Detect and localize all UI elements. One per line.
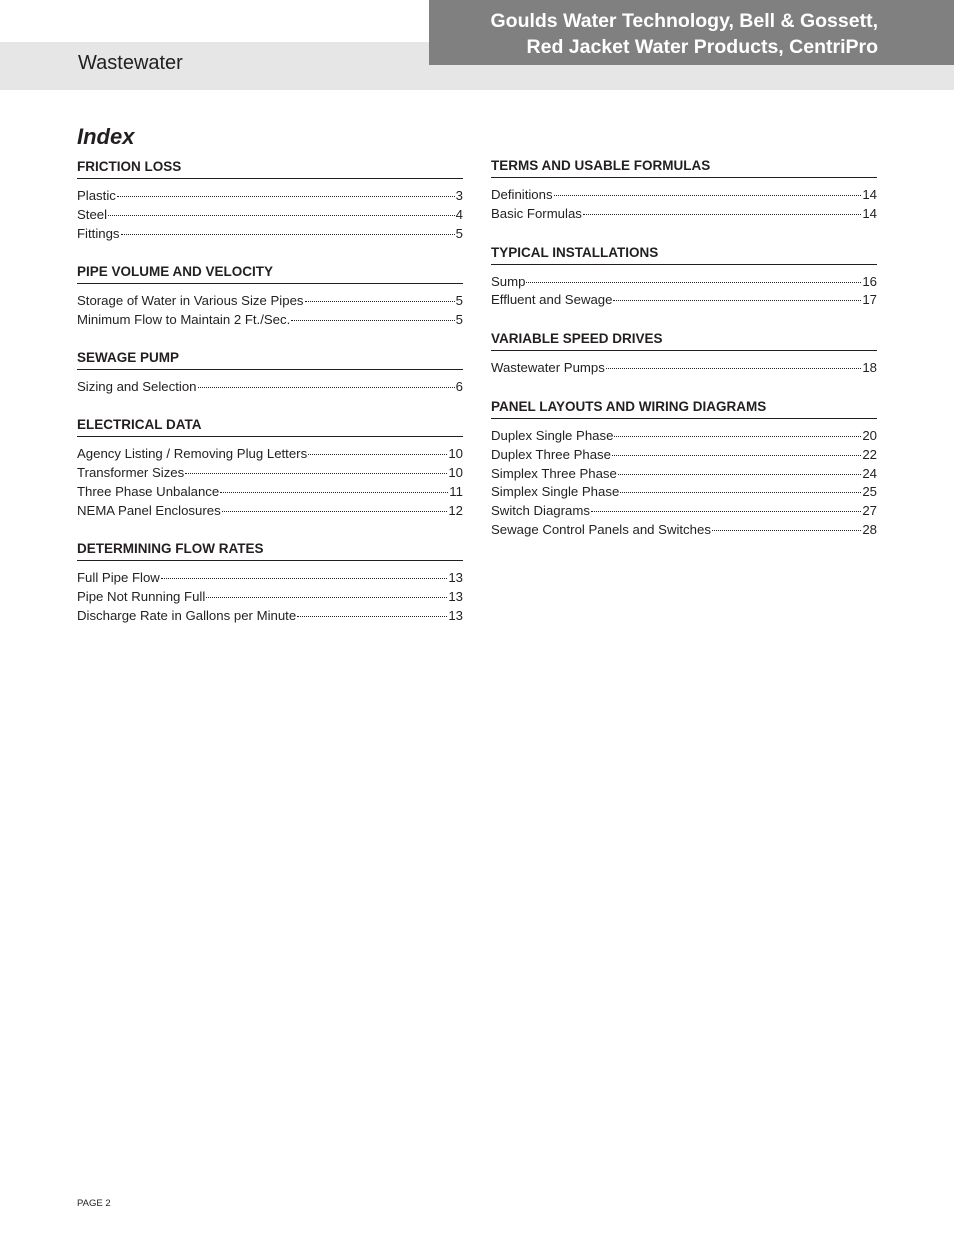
index-entry[interactable] — [491, 483, 877, 502]
index-entry-label: Switch Diagrams — [491, 503, 590, 519]
index-entry[interactable] — [77, 502, 463, 521]
dot-leader — [108, 215, 455, 216]
index-entry-page: 5 — [455, 292, 463, 308]
index-group — [77, 158, 463, 243]
dot-leader — [220, 492, 448, 493]
dot-leader — [618, 474, 861, 475]
index-entry-label: Effluent and Sewage — [491, 292, 613, 308]
index-entry[interactable] — [491, 427, 877, 446]
dot-leader — [297, 616, 447, 617]
index-entry[interactable] — [491, 359, 877, 378]
dot-leader — [591, 511, 861, 512]
index-entry-page: 25 — [862, 484, 877, 500]
index-entry-label: Sump — [491, 273, 526, 289]
index-entry[interactable] — [491, 291, 877, 310]
index-entry-page: 3 — [455, 188, 463, 203]
index-group — [77, 263, 463, 330]
index-entry[interactable] — [77, 445, 463, 464]
index-entry[interactable] — [77, 187, 463, 206]
index-entry-page: 16 — [862, 273, 877, 289]
index-group — [77, 416, 463, 520]
dot-leader — [526, 282, 861, 283]
index-entry-label: Pipe Not Running Full — [77, 588, 206, 604]
index-entry[interactable] — [491, 521, 877, 540]
dot-leader — [712, 530, 861, 531]
index-group — [491, 330, 877, 378]
index-group-heading: VARIABLE SPEED DRIVES — [491, 330, 877, 351]
index-group-heading: FRICTION LOSS — [77, 158, 463, 179]
index-group-heading: PIPE VOLUME AND VELOCITY — [77, 263, 463, 284]
index-entry-label: Minimum Flow to Maintain 2 Ft./Sec. — [77, 311, 291, 327]
dot-leader — [291, 320, 454, 321]
index-entry-label: Basic Formulas — [491, 205, 582, 221]
index-entry-label: Transformer Sizes — [77, 465, 185, 481]
index-entry-page: 12 — [448, 502, 463, 518]
dot-leader — [620, 492, 861, 493]
index-group-heading: PANEL LAYOUTS AND WIRING DIAGRAMS — [491, 398, 877, 419]
index-entry-page: 28 — [862, 521, 877, 537]
index-entry-page: 18 — [862, 360, 877, 376]
index-entry-label: NEMA Panel Enclosures — [77, 502, 221, 518]
dot-leader — [185, 473, 447, 474]
index-entry-page: 6 — [455, 378, 463, 394]
index-entry-label: Duplex Single Phase — [491, 427, 614, 443]
dot-leader — [305, 301, 455, 302]
index-group — [491, 398, 877, 540]
index-entry[interactable] — [77, 464, 463, 483]
dot-leader — [222, 511, 448, 512]
index-entry[interactable] — [77, 225, 463, 244]
dot-leader — [121, 234, 455, 235]
index-entry-page: 17 — [862, 292, 877, 308]
dot-leader — [554, 195, 862, 196]
dot-leader — [198, 387, 455, 388]
index-entry-page: 20 — [862, 427, 877, 443]
index-entry-page: 24 — [862, 465, 877, 481]
index-entry[interactable] — [491, 446, 877, 465]
index-entry[interactable] — [77, 311, 463, 330]
index-entry-page: 10 — [448, 465, 463, 481]
dot-leader — [613, 300, 861, 301]
index-group-heading: TYPICAL INSTALLATIONS — [491, 244, 877, 265]
index-column-left — [77, 158, 463, 645]
index-entry-label: Wastewater Pumps — [491, 360, 605, 376]
dot-leader — [583, 214, 861, 215]
index-entry-page: 13 — [448, 569, 463, 585]
index-group — [77, 349, 463, 397]
index-group-heading: DETERMINING FLOW RATES — [77, 540, 463, 561]
index-entry-page: 4 — [455, 206, 463, 222]
index-entry-page: 13 — [448, 588, 463, 604]
index-entry-label: Definitions — [491, 187, 553, 202]
index-entry[interactable] — [491, 502, 877, 521]
brand-line-1: Goulds Water Technology, Bell & Gossett, — [490, 10, 878, 32]
index-entry[interactable] — [491, 273, 877, 292]
section-title: Wastewater — [78, 52, 183, 74]
dot-leader — [612, 455, 861, 456]
index-entry[interactable] — [77, 588, 463, 607]
index-entry-page: 5 — [455, 311, 463, 327]
index-entry[interactable] — [77, 378, 463, 397]
dot-leader — [206, 597, 447, 598]
index-entry-label: Full Pipe Flow — [77, 569, 160, 585]
index-entry-label: Simplex Three Phase — [491, 465, 617, 481]
index-entry-label: Discharge Rate in Gallons per Minute — [77, 607, 297, 623]
index-entry-label: Plastic — [77, 188, 116, 203]
index-group-heading: TERMS AND USABLE FORMULAS — [491, 157, 877, 178]
index-entry[interactable] — [77, 292, 463, 311]
index-entry-label: Storage of Water in Various Size Pipes — [77, 292, 304, 308]
index-entry-page: 22 — [862, 446, 877, 462]
index-entry[interactable] — [491, 186, 877, 205]
index-entry-label: Fittings — [77, 225, 120, 241]
index-entry-page: 13 — [448, 607, 463, 623]
index-entry-page: 14 — [862, 205, 877, 221]
index-column-right — [491, 157, 877, 560]
index-entry-label: Sewage Control Panels and Switches — [491, 521, 711, 537]
brand-line-2: Red Jacket Water Products, CentriPro — [526, 36, 878, 58]
index-entry-label: Agency Listing / Removing Plug Letters — [77, 446, 308, 462]
index-entry-page: 27 — [862, 503, 877, 519]
index-group-heading: ELECTRICAL DATA — [77, 416, 463, 437]
dot-leader — [117, 196, 455, 197]
index-entry-label: Simplex Single Phase — [491, 484, 620, 500]
index-group-heading: SEWAGE PUMP — [77, 349, 463, 370]
index-entry-page: 10 — [448, 446, 463, 462]
index-entry[interactable] — [77, 483, 463, 502]
index-entry-page: 14 — [862, 187, 877, 202]
index-title: Index — [77, 124, 135, 149]
index-entry[interactable] — [77, 607, 463, 626]
index-group — [491, 157, 877, 224]
index-entry-label: Three Phase Unbalance — [77, 483, 220, 499]
index-entry[interactable] — [77, 569, 463, 588]
index-entry-page: 5 — [455, 225, 463, 241]
brand-box — [429, 0, 954, 65]
index-entry[interactable] — [491, 205, 877, 224]
index-entry-label: Steel — [77, 206, 108, 222]
index-entry-label: Sizing and Selection — [77, 378, 197, 394]
index-group — [491, 244, 877, 311]
index-entry[interactable] — [77, 206, 463, 225]
index-group — [77, 540, 463, 625]
dot-leader — [606, 368, 861, 369]
dot-leader — [161, 578, 448, 579]
index-entry[interactable] — [491, 465, 877, 484]
page-number: PAGE 2 — [77, 1198, 111, 1209]
index-entry-page: 11 — [449, 483, 463, 499]
dot-leader — [308, 454, 447, 455]
dot-leader — [614, 436, 861, 437]
index-entry-label: Duplex Three Phase — [491, 446, 611, 462]
